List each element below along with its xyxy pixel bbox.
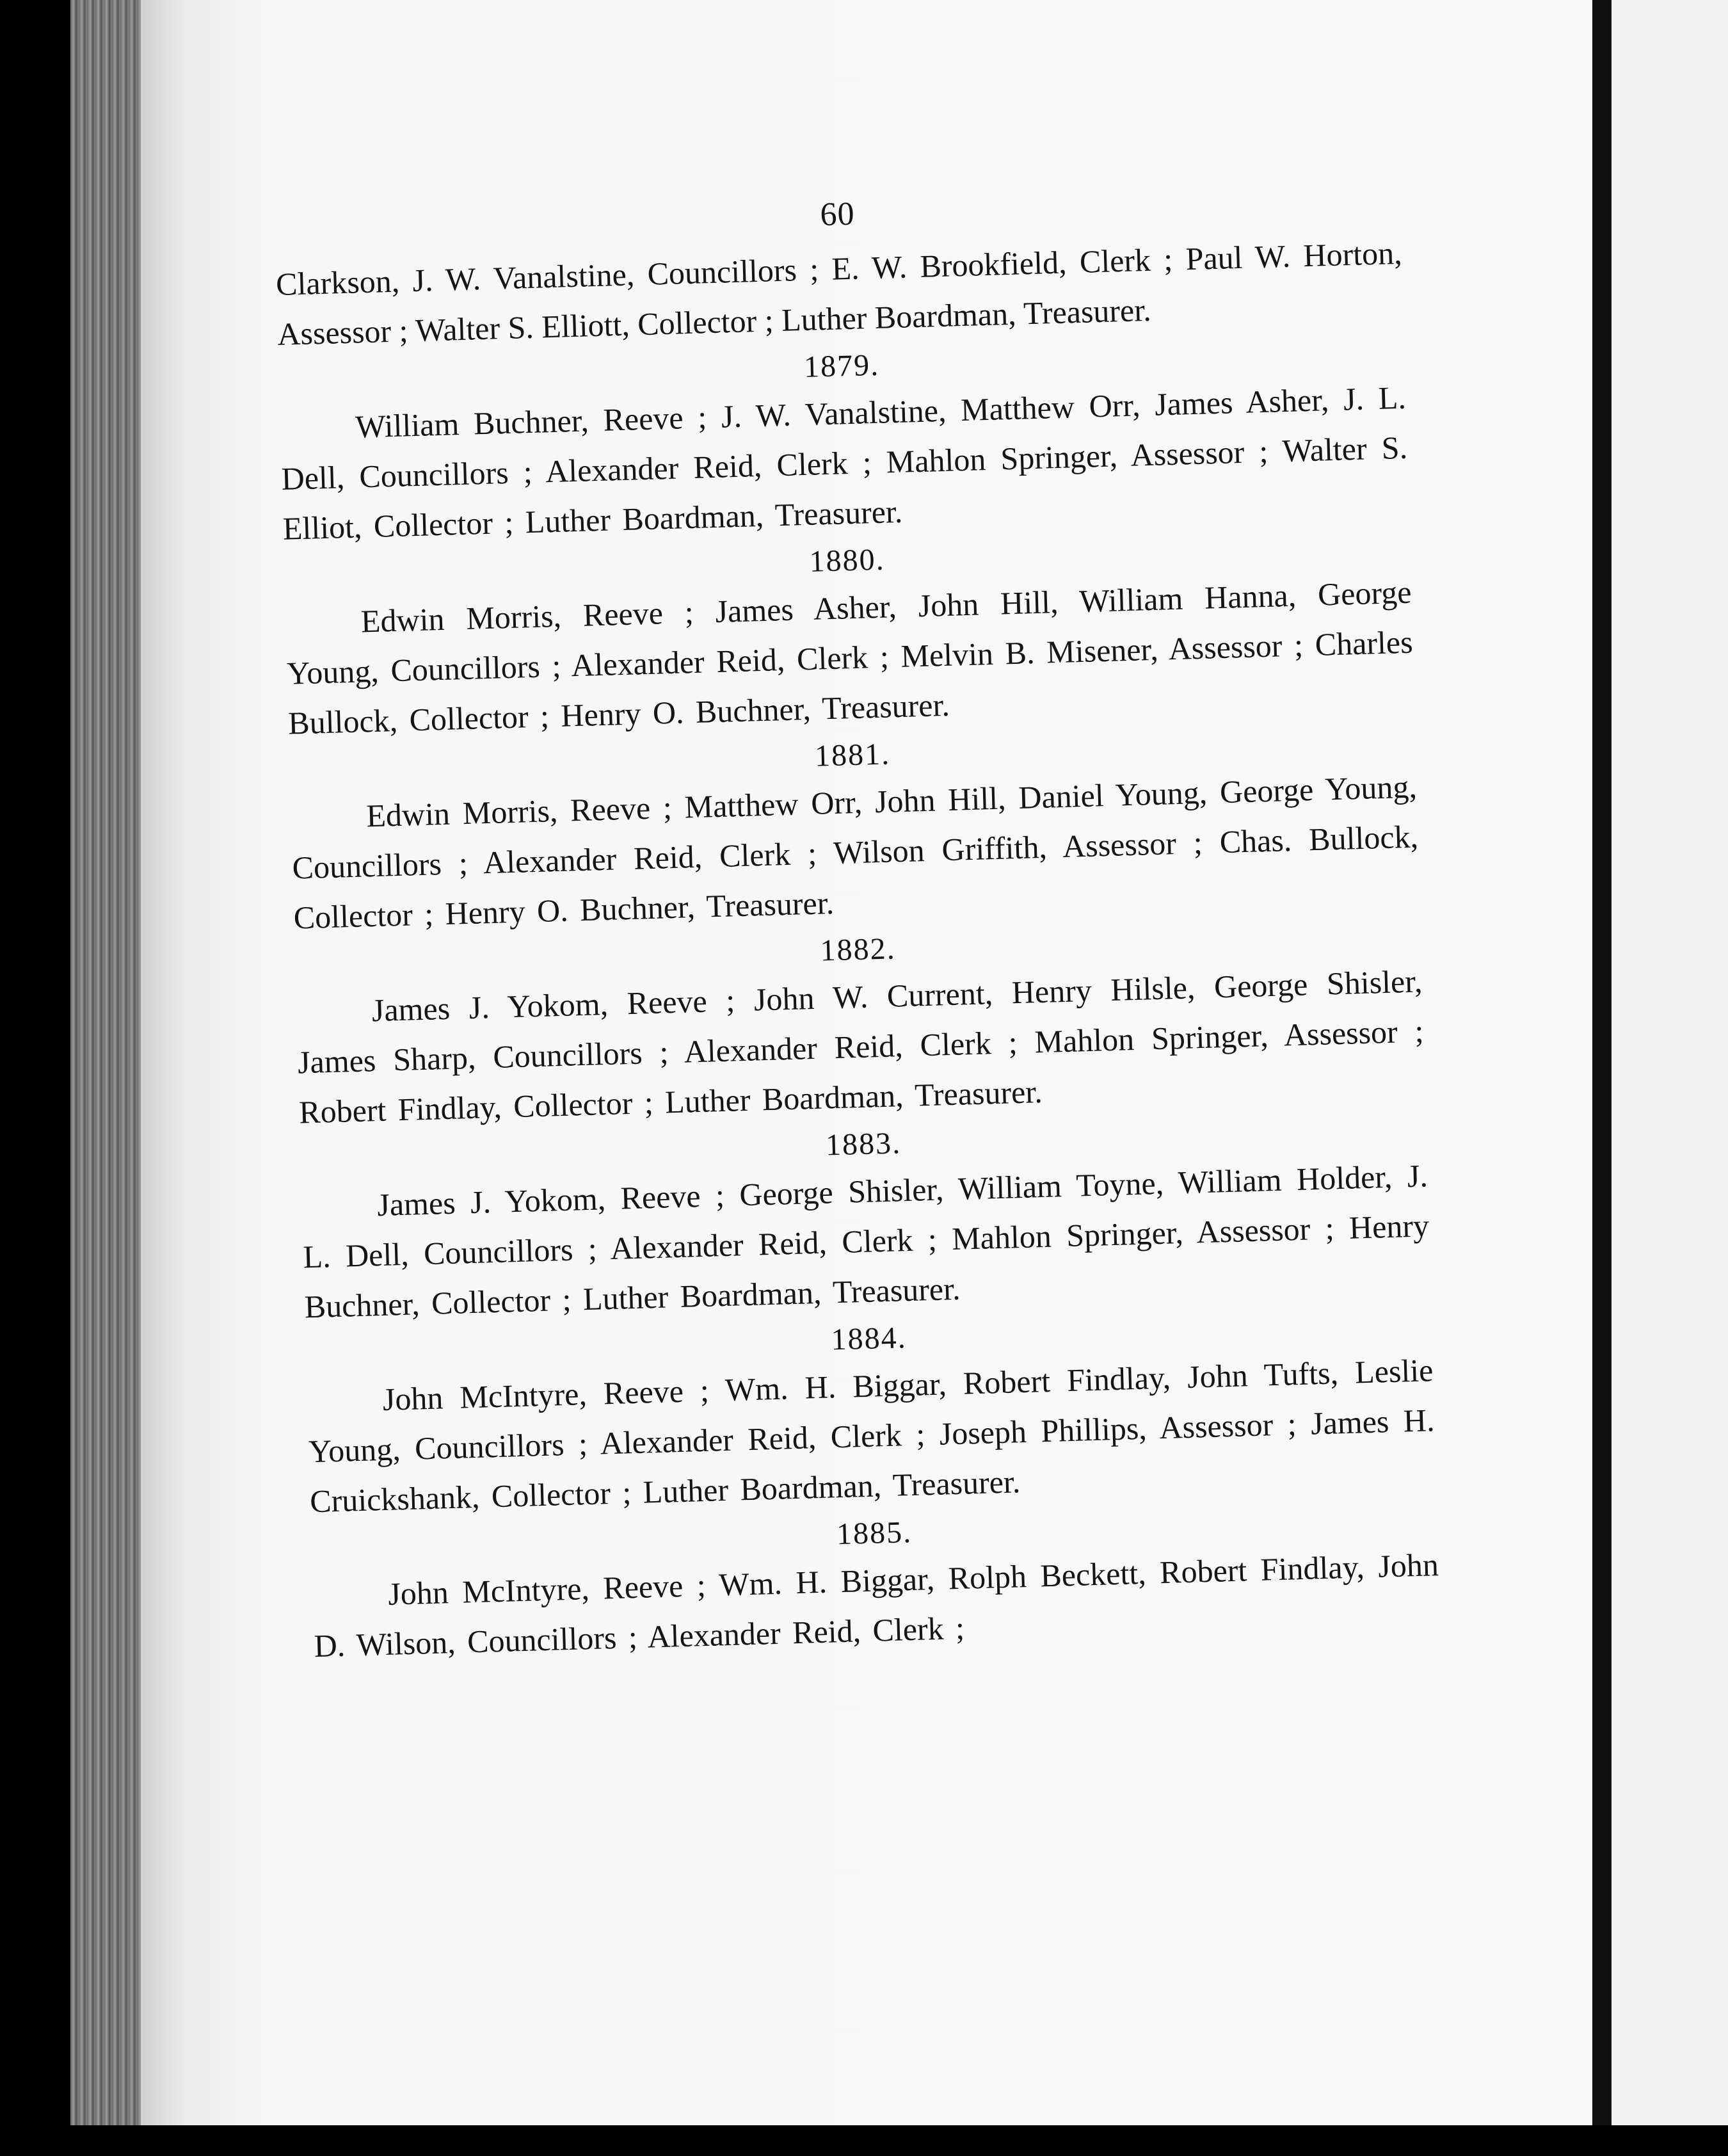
year-heading: 1880. (808, 542, 886, 579)
year-heading: 1884. (830, 1321, 908, 1357)
year-entry: James J. Yokom, Reeve ; George Shisler, William Toyne, William Holder, J. L. Dell, Councillors ; Alexander Reid, Clerk ; Mahlon Springer, Assessor ; Henry Buchner, Collector ; Luther Boardman, Treasurer. (302, 1157, 1430, 1325)
page-number: 60 (819, 195, 856, 234)
year-entry: James J. Yokom, Reeve ; John W. Current, Henry Hilsle, George Shisler, James Sharp, Councillors ; Alexander Reid, Clerk ; Mahlon Springer, Assessor ; Robert Findlay, Collector ; Luther Boardman, Treasurer. (297, 963, 1425, 1130)
year-heading: 1879. (803, 348, 880, 384)
scan-border (0, 2125, 1728, 2156)
page-text (274, 180, 1441, 1672)
year-heading: 1883. (825, 1126, 902, 1162)
year-entry: John McIntyre, Reeve ; Wm. H. Biggar, Robert Findlay, John Tufts, Leslie Young, Councillors ; Alexander Reid, Clerk ; Joseph Phillips, Assessor ; James H. Cruickshank, Collector ; Luther Boardman, Treasurer. (308, 1352, 1436, 1520)
gutter-shadow (1592, 0, 1612, 2125)
year-heading: 1882. (819, 931, 897, 968)
year-entry: William Buchner, Reeve ; J. W. Vanalstine, Matthew Orr, James Asher, J. L. Dell, Councillors ; Alexander Reid, Clerk ; Mahlon Springer, Assessor ; Walter S. Elliot, Collector ; Luther Boardman, Treasurer. (280, 379, 1408, 547)
year-entry: John McIntyre, Reeve ; Wm. H. Biggar, Rolph Beckett, Robert Findlay, John D. Wilson, Councillors ; Alexander Reid, Clerk ; (313, 1547, 1439, 1664)
year-heading: 1885. (836, 1515, 913, 1552)
continuation-paragraph: Clarkson, J. W. Vanalstine, Councillors ; E. W. Brookfield, Clerk ; Paul W. Horton, Assessor ; Walter S. Elliott, Collector ; Luther Boardman, Treasurer. (275, 234, 1403, 352)
year-entry: Edwin Morris, Reeve ; James Asher, John Hill, William Hanna, George Young, Councillors ; Alexander Reid, Clerk ; Melvin B. Misener, Assessor ; Charles Bullock, Collector ; Henry O. Buchner, Treasurer. (286, 574, 1414, 741)
year-heading: 1881. (814, 737, 891, 773)
year-entry: Edwin Morris, Reeve ; Matthew Orr, John Hill, Daniel Young, George Young, Councillors ; Alexander Reid, Clerk ; Wilson Griffith, Assessor ; Chas. Bullock, Collector ; Henry O. Buchner, Treasurer. (291, 768, 1419, 936)
facing-page-edge (1612, 0, 1728, 2125)
